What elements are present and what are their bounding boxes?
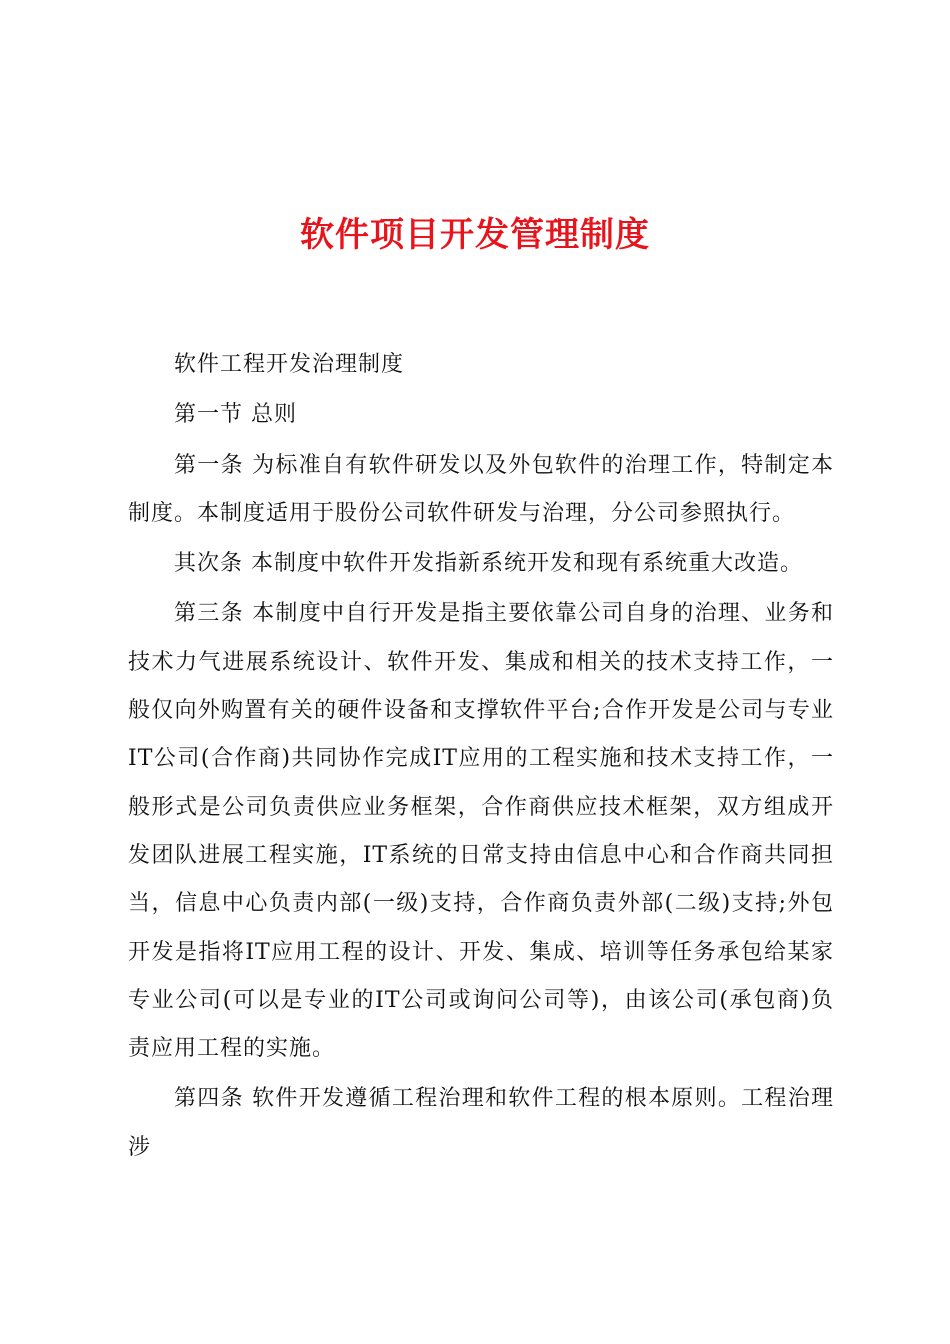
article-3-paragraph: 第三条 本制度中自行开发是指主要依靠公司自身的治理、业务和技术力气进展系统设计、软件开发、集成和相关的技术支持工作，一般仅向外购置有关的硬件设备和支撑软件平台;合作开发是公司与专业IT公司(合作商)共同协作完成IT应用的工程实施和技术支持工作，一般形式是公司负责供应业务框架，合作商供应技术框架，双方组成开发团队进展工程实施，IT系统的日常支持由信息中心和合作商共同担当，信息中心负责内部(一级)支持，合作商负责外部(二级)支持;外包开发是指将IT应用工程的设计、开发、集成、培训等任务承包给某家专业公司(可以是专业的IT公司或询问公司等)，由该公司(承包商)负责应用工程的实施。	[128, 601, 834, 1062]
article-2-paragraph: 其次条 本制度中软件开发指新系统开发和现有系统重大改造。	[174, 551, 803, 577]
document-body	[128, 341, 834, 1174]
section-heading: 软件工程开发治理制度	[174, 352, 405, 377]
chapter-heading: 第一节 总则	[174, 402, 297, 428]
article-1-paragraph: 第一条 为标准自有软件研发以及外包软件的治理工作，特制定本制度。本制度适用于股份公司软件研发与治理，分公司参照执行。	[128, 452, 834, 526]
article-4-paragraph: 第四条 软件开发遵循工程治理和软件工程的根本原则。工程治理涉	[128, 1086, 834, 1160]
document-title: 软件项目开发管理制度	[300, 215, 650, 255]
